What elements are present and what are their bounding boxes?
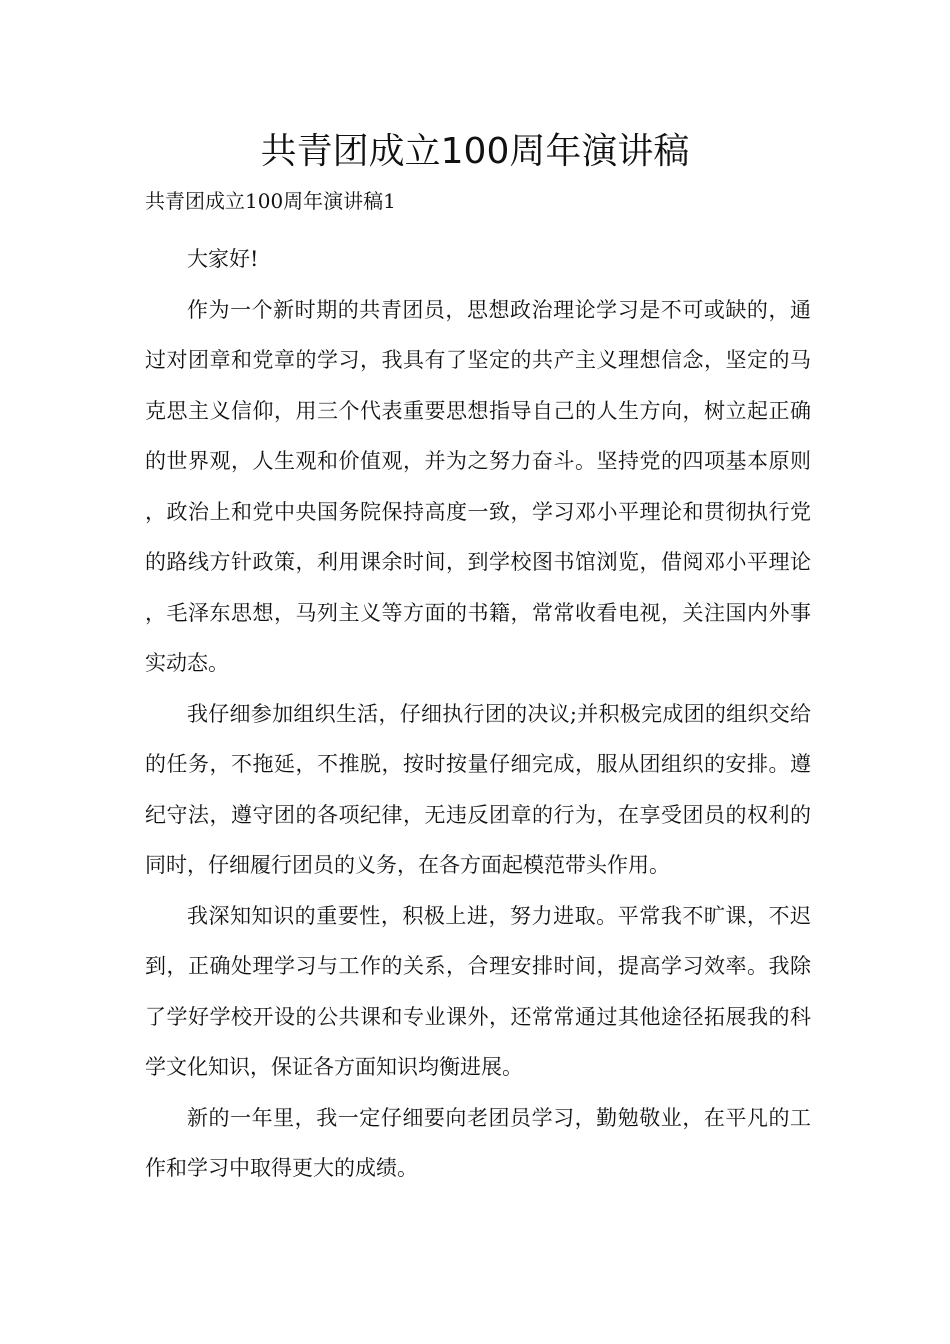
paragraph-greeting: 大家好! xyxy=(187,247,259,271)
paragraph: 作为一个新时期的共青团员，思想政治理论学习是不可或缺的，通过对团章和党章的学习，我具有了坚定的共产主义理想信念，坚定的马克思主义信仰，用三个代表重要思想指导自己的人生方向，树立起正确的世界观，人生观和价值观，并为之努力奋斗。坚持党的四项基本原则，政治上和党中央国务院保持高度一致，学习邓小平理论和贯彻执行党的路线方针政策，利用课余时间，到学校图书馆浏览，借阅邓小平理论，毛泽东思想，马列主义等方面的书籍，常常收看电视，关注国内外事实动态。 xyxy=(145,297,811,675)
paragraph: 新的一年里，我一定仔细要向老团员学习，勤勉敬业，在平凡的工作和学习中取得更大的成绩。 xyxy=(145,1105,811,1180)
document-title: 共青团成立100周年演讲稿 xyxy=(260,131,690,172)
document-body xyxy=(145,234,811,1194)
document-subtitle: 共青团成立100周年演讲稿1 xyxy=(145,189,396,213)
paragraph: 我深知知识的重要性，积极上进，努力进取。平常我不旷课，不迟到，正确处理学习与工作的关系，合理安排时间，提高学习效率。我除了学好学校开设的公共课和专业课外，还常常通过其他途径拓展我的科学文化知识，保证各方面知识均衡进展。 xyxy=(145,903,811,1079)
paragraph: 我仔细参加组织生活，仔细执行团的决议;并积极完成团的组织交给的任务，不拖延，不推脱，按时按量仔细完成，服从团组织的安排。遵纪守法，遵守团的各项纪律，无违反团章的行为，在享受团员的权利的同时，仔细履行团员的义务，在各方面起模范带头作用。 xyxy=(145,701,811,877)
